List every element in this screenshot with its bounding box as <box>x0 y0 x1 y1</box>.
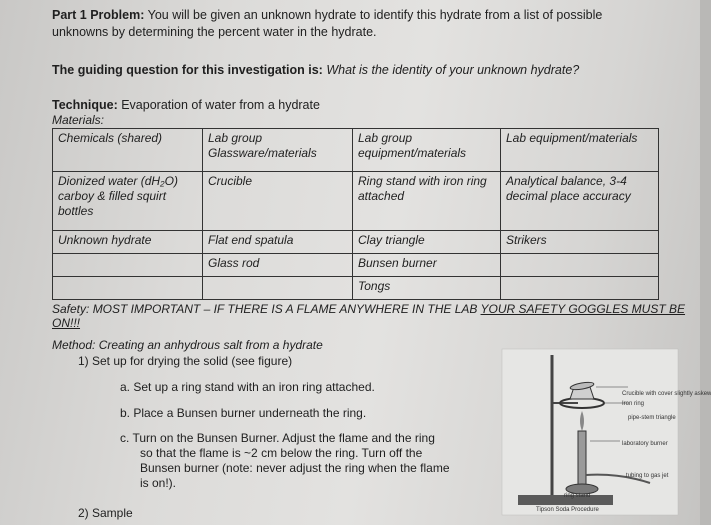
method-step-1c-line1: c. Turn on the Bunsen Burner. Adjust the flame and the ring <box>120 431 435 445</box>
safety-text: Safety: MOST IMPORTANT – IF THERE IS A FLAME ANYWHERE IN THE LAB <box>52 302 481 316</box>
table-cell: Ring stand with iron ring attached <box>353 172 501 231</box>
table-cell: Dionized water (dH₂O) carboy & filled squirt bottles <box>53 172 203 231</box>
figure-label-triangle: pipe-stem triangle <box>628 415 676 421</box>
table-cell <box>53 277 203 300</box>
table-cell: Flat end spatula <box>203 231 353 254</box>
table-cell: Clay triangle <box>353 231 501 254</box>
table-cell <box>53 254 203 277</box>
figure-label-iron-ring: Iron ring <box>622 401 645 407</box>
technique-line <box>52 98 320 112</box>
safety-line-2: ON!!! <box>52 316 81 330</box>
figure-label-tubing: tubing to gas jet <box>626 473 669 479</box>
table-row <box>53 277 659 300</box>
apparatus-figure <box>500 345 711 517</box>
method-step-1c-line4: is on!). <box>140 476 177 490</box>
method-step-1c-line2: so that the flame is ~2 cm below the ring. Turn off the <box>140 446 423 460</box>
table-cell: Crucible <box>203 172 353 231</box>
problem-line-1 <box>52 8 602 22</box>
guiding-question: What is the identity of your unknown hydrate? <box>326 63 580 77</box>
method-step-1: 1) Set up for drying the solid (see figure) <box>78 354 293 368</box>
technique-label: Technique: <box>52 98 118 112</box>
figure-caption: Tipson Soda Procedure <box>536 507 599 513</box>
table-cell <box>501 254 659 277</box>
guiding-label: The guiding question for this investigation is: <box>52 63 323 77</box>
method-step-1c-line3: Bunsen burner (note: never adjust the ring when the flame <box>140 461 450 475</box>
materials-label: Materials: <box>52 113 105 127</box>
apparatus-drawing <box>500 345 680 517</box>
table-cell: Bunsen burner <box>353 254 501 277</box>
safety-goggles-warning: YOUR SAFETY GOGGLES MUST BE <box>480 302 686 316</box>
safety-line-1 <box>52 302 685 316</box>
problem-label: Part 1 Problem: <box>52 8 145 22</box>
problem-text: You will be given an unknown hydrate to identify this hydrate from a list of possible <box>144 8 603 22</box>
figure-label-burner: laboratory burner <box>622 441 668 447</box>
guiding-question-line <box>52 63 579 77</box>
table-cell: Glass rod <box>203 254 353 277</box>
table-header-cell: Chemicals (shared) <box>53 129 203 172</box>
method-title: Method: Creating an anhydrous salt from a hydrate <box>52 338 323 352</box>
table-row <box>53 231 659 254</box>
method-step-1b: b. Place a Bunsen burner underneath the ring. <box>120 406 367 420</box>
table-row <box>53 172 659 231</box>
table-cell <box>501 277 659 300</box>
table-row <box>53 254 659 277</box>
table-cell: Analytical balance, 3-4 decimal place accuracy <box>501 172 659 231</box>
table-cell: Tongs <box>353 277 501 300</box>
table-header-cell: Lab group equipment/materials <box>353 129 501 172</box>
table-header-cell: Lab group Glassware/materials <box>203 129 353 172</box>
figure-label-ring-stand: ring stand <box>564 493 591 499</box>
table-cell: Strikers <box>501 231 659 254</box>
technique-text: Evaporation of water from a hydrate <box>117 98 320 112</box>
figure-label-crucible: Crucible with cover slightly askew <box>622 391 711 397</box>
table-cell <box>203 277 353 300</box>
method-step-1a: a. Set up a ring stand with an iron ring attached. <box>120 380 375 394</box>
problem-line-2: unknowns by determining the percent water in the hydrate. <box>52 25 377 39</box>
method-step-2: 2) Sample <box>78 506 133 520</box>
table-header-row <box>53 129 659 172</box>
table-header-cell: Lab equipment/materials <box>501 129 659 172</box>
materials-table <box>52 128 659 300</box>
table-cell: Unknown hydrate <box>53 231 203 254</box>
